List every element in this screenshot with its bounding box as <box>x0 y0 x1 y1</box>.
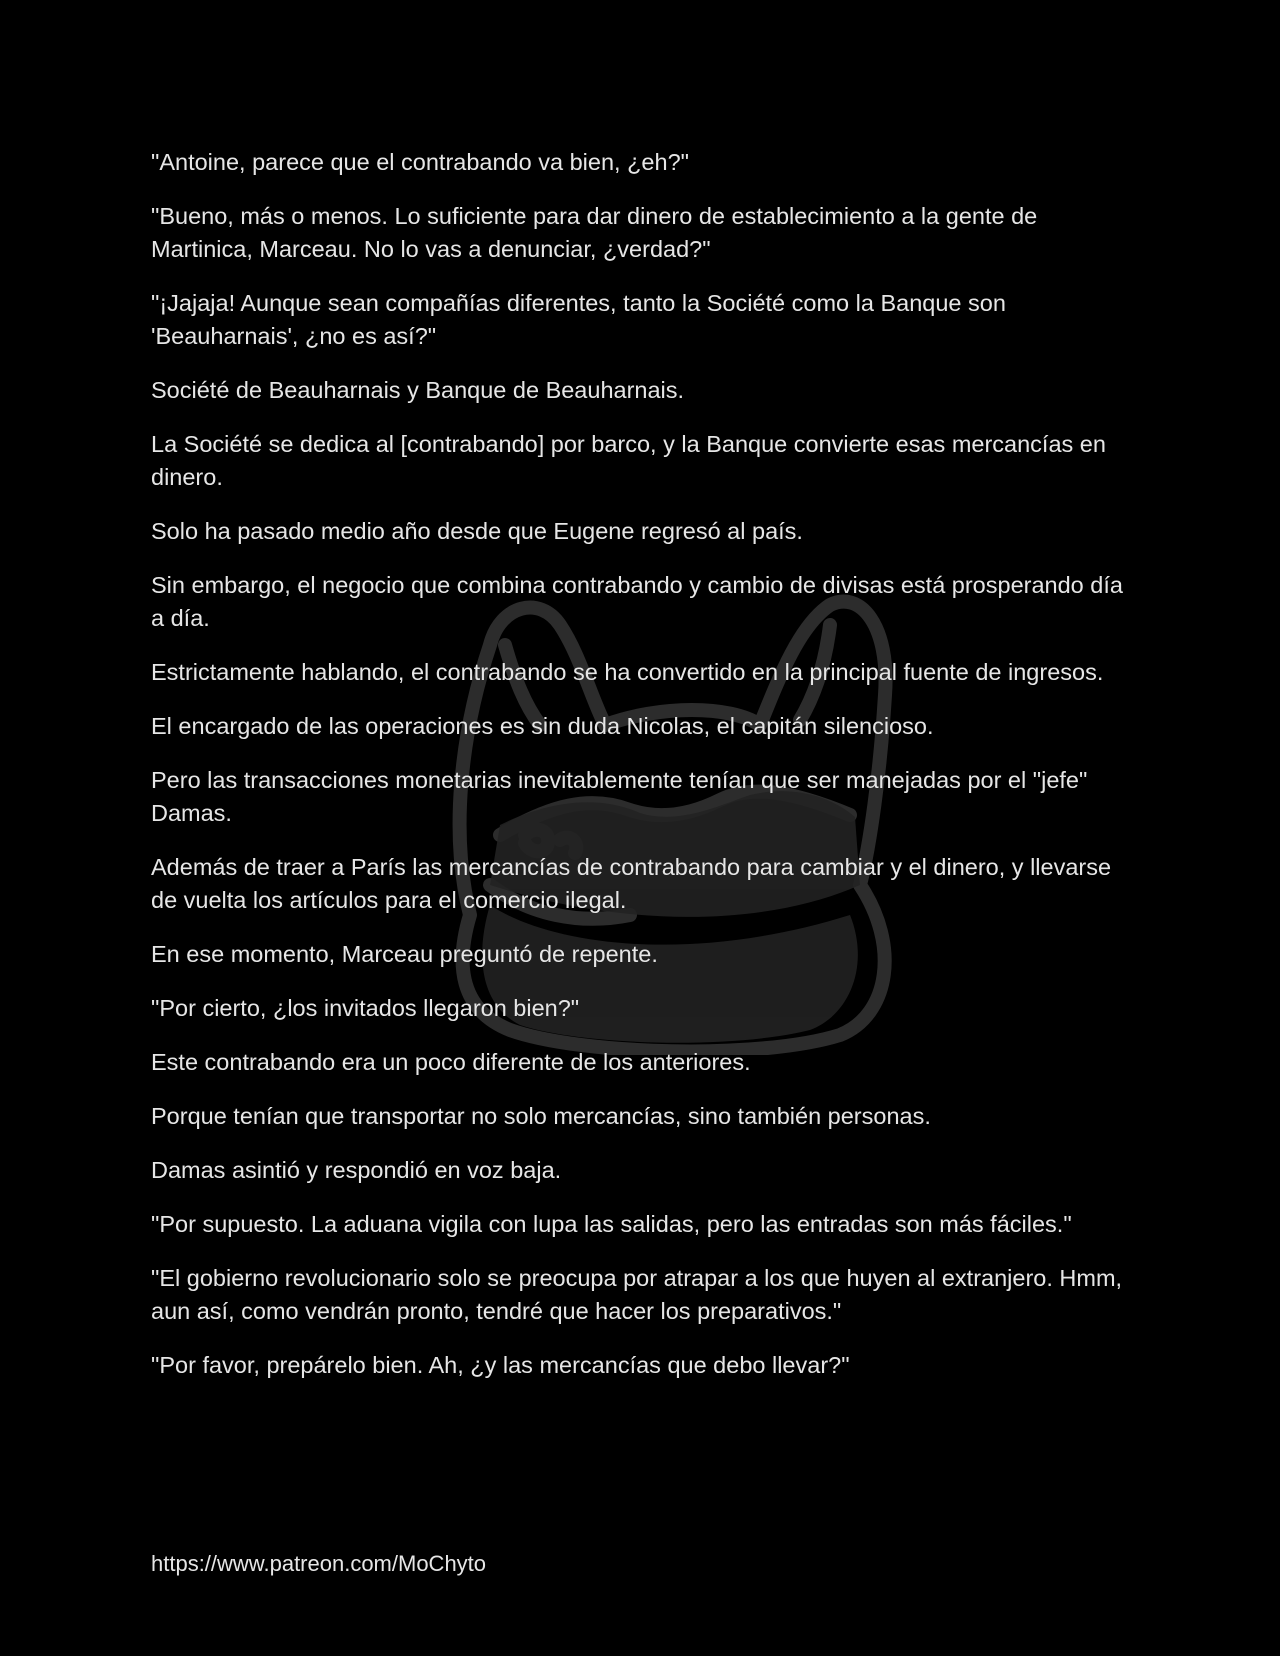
paragraph-1: "Antoine, parece que el contrabando va bien, ¿eh?" <box>151 149 689 175</box>
paragraph-6: Solo ha pasado medio año desde que Eugene regresó al país. <box>151 518 803 544</box>
paragraph-18: "El gobierno revolucionario solo se preocupa por atrapar a los que huyen al extranjero. Hmm, aun así, como vendrán pronto, tendré que hacer los preparativos." <box>151 1265 1123 1324</box>
document-body <box>151 146 1131 1403</box>
paragraph-5: La Société se dedica al [contrabando] por barco, y la Banque convierte esas mercancías en dinero. <box>151 431 1106 490</box>
paragraph-3: "¡Jajaja! Aunque sean compañías diferentes, tanto la Société como la Banque son 'Beauharnais', ¿no es así?" <box>151 290 1006 349</box>
paragraph-16: Damas asintió y respondió en voz baja. <box>151 1157 562 1183</box>
paragraph-10: Pero las transacciones monetarias inevitablemente tenían que ser manejadas por el "jefe" Damas. <box>151 767 1088 826</box>
paragraph-9: El encargado de las operaciones es sin duda Nicolas, el capitán silencioso. <box>151 713 934 739</box>
paragraph-11: Además de traer a París las mercancías de contrabando para cambiar y el dinero, y llevarse de vuelta los artículos para el comercio ilegal. <box>151 854 1112 913</box>
paragraph-4: Société de Beauharnais y Banque de Beauharnais. <box>151 377 685 403</box>
paragraph-17: "Por supuesto. La aduana vigila con lupa las salidas, pero las entradas son más fáciles." <box>151 1211 1072 1237</box>
paragraph-7: Sin embargo, el negocio que combina contrabando y cambio de divisas está prosperando día a día. <box>151 572 1123 631</box>
paragraph-8: Estrictamente hablando, el contrabando se ha convertido en la principal fuente de ingresos. <box>151 659 1104 685</box>
patreon-link[interactable]: https://www.patreon.com/MoChyto <box>151 1551 487 1576</box>
paragraph-15: Porque tenían que transportar no solo mercancías, sino también personas. <box>151 1103 931 1129</box>
paragraph-2: "Bueno, más o menos. Lo suficiente para dar dinero de establecimiento a la gente de Martinica, Marceau. No lo vas a denunciar, ¿verdad?" <box>151 203 1038 262</box>
paragraph-12: En ese momento, Marceau preguntó de repente. <box>151 941 658 967</box>
paragraph-19: "Por favor, prepárelo bien. Ah, ¿y las mercancías que debo llevar?" <box>151 1352 850 1378</box>
paragraph-14: Este contrabando era un poco diferente de los anteriores. <box>151 1049 751 1075</box>
paragraph-13: "Por cierto, ¿los invitados llegaron bien?" <box>151 995 580 1021</box>
